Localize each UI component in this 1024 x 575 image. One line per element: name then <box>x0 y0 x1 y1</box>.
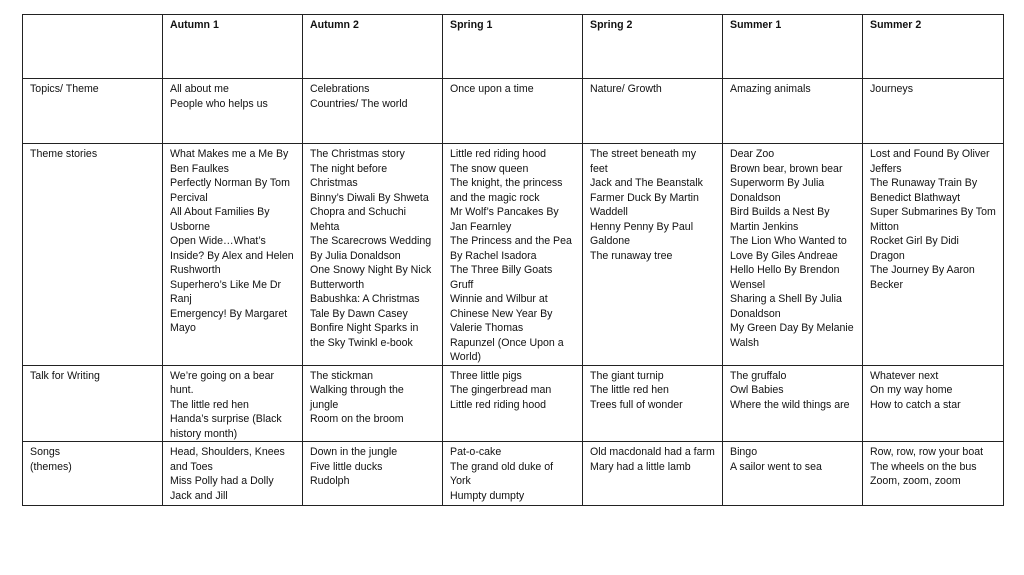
cell-entry: Mr Wolf’s Pancakes By Jan Fearnley <box>450 206 559 233</box>
topics-theme-row <box>23 79 1004 144</box>
cell-entry: Whatever next <box>870 369 939 382</box>
cell-entry: Open Wide…What’s Inside? By Alex and Helen Rushworth <box>170 235 294 276</box>
cell-entry: Little red riding hood <box>450 148 546 160</box>
cell-autumn-2 <box>303 144 443 366</box>
cell-spring-1 <box>443 144 583 366</box>
cell-entry: The Journey By Aaron Becker <box>870 264 975 291</box>
cell-entry: The little red hen <box>590 384 669 396</box>
cell-entry: The Princess and the Pea By Rachel Isadora <box>450 235 572 262</box>
cell-entry: Once upon a time <box>450 83 534 95</box>
cell-entry: The wheels on the bus <box>870 460 977 473</box>
cell-entry: One Snowy Night By Nick Butterworth <box>310 264 432 291</box>
cell-entry: The Runaway Train By Benedict Blathwayt <box>870 177 978 204</box>
cell-entry: Row, row, row your boat <box>870 446 984 458</box>
cell-spring-1 <box>443 442 583 506</box>
cell-entry: Super Submarines By Tom Mitton <box>870 206 996 233</box>
cell-entry: Rudolph <box>310 475 350 487</box>
cell-entry: Room on the broom <box>310 413 404 425</box>
cell-entry: All About Families By Usborne <box>170 206 270 233</box>
column-header-summer-1: Summer 1 <box>723 15 863 79</box>
cell-entry: Farmer Duck By Martin Waddell <box>590 191 699 218</box>
cell-entry: Trees full of wonder <box>590 398 683 411</box>
column-header-autumn-1: Autumn 1 <box>163 15 303 79</box>
cell-entry: The runaway tree <box>590 249 673 262</box>
column-header-spring-1: Spring 1 <box>443 15 583 79</box>
cell-spring-1 <box>443 79 583 144</box>
cell-entry: Superhero’s Like Me Dr Ranj <box>170 278 282 305</box>
cell-entry: Zoom, zoom, zoom <box>870 475 961 487</box>
talk-for-writing-row <box>23 365 1004 442</box>
cell-entry: The gingerbread man <box>450 384 552 396</box>
cell-summer-1 <box>723 365 863 442</box>
cell-entry: Bingo <box>730 446 758 458</box>
cell-entry: Rocket Girl By Didi Dragon <box>870 235 959 262</box>
row-label-line: Topics/ Theme <box>30 83 99 95</box>
cell-entry: Hello Hello By Brendon Wensel <box>730 264 840 291</box>
cell-entry: The night before Christmas <box>310 162 388 189</box>
cell-autumn-1 <box>163 365 303 442</box>
cell-entry: Binny’s Diwali By Shweta Chopra and Schuchi Mehta <box>310 191 429 233</box>
cell-entry: A sailor went to sea <box>730 460 822 473</box>
cell-spring-2 <box>583 79 723 144</box>
row-label-line: (themes) <box>30 460 72 473</box>
corner-cell <box>23 15 163 79</box>
cell-entry: The Christmas story <box>310 148 405 160</box>
cell-entry: Walking through the jungle <box>310 384 404 411</box>
cell-entry: Owl Babies <box>730 384 784 396</box>
cell-entry: Amazing animals <box>730 83 811 95</box>
cell-autumn-2 <box>303 79 443 144</box>
cell-entry: Three little pigs <box>450 369 522 382</box>
cell-entry: My Green Day By Melanie Walsh <box>730 322 854 349</box>
cell-entry: The street beneath my feet <box>590 148 696 175</box>
cell-entry: Dear Zoo <box>730 148 775 160</box>
cell-autumn-1 <box>163 79 303 144</box>
cell-entry: The Scarecrows Wedding By Julia Donaldson <box>310 235 432 262</box>
cell-entry: The little red hen <box>170 398 249 411</box>
cell-entry: We’re going on a bear hunt. <box>170 369 275 396</box>
cell-autumn-1 <box>163 144 303 366</box>
cell-entry: Little red riding hood <box>450 398 546 411</box>
cell-entry: Brown bear, brown bear <box>730 162 843 175</box>
cell-entry: What Makes me a Me By Ben Faulkes <box>170 148 289 175</box>
cell-entry: Celebrations <box>310 83 370 95</box>
cell-summer-1 <box>723 79 863 144</box>
cell-entry: On my way home <box>870 384 953 396</box>
cell-entry: Countries/ The world <box>310 97 408 110</box>
cell-summer-2 <box>863 144 1004 366</box>
column-header-spring-2: Spring 2 <box>583 15 723 79</box>
songs-row <box>23 442 1004 506</box>
cell-entry: Emergency! By Margaret Mayo <box>170 307 288 334</box>
cell-entry: People who helps us <box>170 97 268 110</box>
row-label-line: Talk for Writing <box>30 369 100 382</box>
cell-entry: Bonfire Night Sparks in the Sky Twinkl e-book <box>310 322 419 349</box>
cell-autumn-1 <box>163 442 303 506</box>
cell-entry: Head, Shoulders, Knees and Toes <box>170 446 285 473</box>
cell-entry: Babushka: A Christmas Tale By Dawn Casey <box>310 293 420 320</box>
cell-entry: The gruffalo <box>730 369 787 382</box>
cell-entry: Perfectly Norman By Tom Percival <box>170 177 290 204</box>
table-body <box>23 79 1004 506</box>
cell-entry: Humpty dumpty <box>450 489 525 502</box>
curriculum-table <box>22 14 1004 506</box>
cell-spring-1 <box>443 365 583 442</box>
cell-entry: Miss Polly had a Dolly <box>170 475 274 487</box>
cell-spring-2 <box>583 365 723 442</box>
cell-autumn-2 <box>303 442 443 506</box>
row-label-cell <box>23 79 163 144</box>
cell-entry: Rapunzel (Once Upon a World) <box>450 336 564 363</box>
row-label-line: Songs <box>30 446 61 458</box>
cell-entry: Jack and Jill <box>170 489 228 502</box>
cell-entry: The knight, the princess and the magic rock <box>450 177 563 204</box>
header-row <box>23 15 1004 79</box>
cell-entry: The giant turnip <box>590 369 664 382</box>
cell-entry: Superworm By Julia Donaldson <box>730 177 825 204</box>
cell-summer-1 <box>723 144 863 366</box>
cell-entry: Down in the jungle <box>310 446 398 458</box>
cell-summer-2 <box>863 79 1004 144</box>
cell-entry: Winnie and Wilbur at Chinese New Year By Valerie Thomas <box>450 293 553 334</box>
cell-entry: Bird Builds a Nest By Martin Jenkins <box>730 206 830 233</box>
row-label-cell <box>23 365 163 442</box>
cell-entry: Handa’s surprise (Black history month) <box>170 413 282 440</box>
cell-entry: The grand old duke of York <box>450 460 554 487</box>
cell-summer-2 <box>863 442 1004 506</box>
cell-entry: Journeys <box>870 83 913 95</box>
cell-entry: Where the wild things are <box>730 398 850 411</box>
row-label-cell <box>23 442 163 506</box>
column-header-autumn-2: Autumn 2 <box>303 15 443 79</box>
cell-summer-1 <box>723 442 863 506</box>
cell-entry: Jack and The Beanstalk <box>590 177 703 189</box>
cell-entry: Pat-o-cake <box>450 446 502 458</box>
cell-entry: The Three Billy Goats Gruff <box>450 264 553 291</box>
cell-entry: How to catch a star <box>870 398 961 411</box>
cell-entry: Henny Penny By Paul Galdone <box>590 220 694 247</box>
cell-autumn-2 <box>303 365 443 442</box>
cell-entry: The Lion Who Wanted to Love By Giles Andreae <box>730 235 847 262</box>
theme-stories-row <box>23 144 1004 366</box>
cell-entry: Mary had a little lamb <box>590 460 691 473</box>
cell-entry: The snow queen <box>450 162 529 175</box>
row-label-cell <box>23 144 163 366</box>
column-header-summer-2: Summer 2 <box>863 15 1004 79</box>
cell-spring-2 <box>583 442 723 506</box>
cell-entry: Sharing a Shell By Julia Donaldson <box>730 293 842 320</box>
cell-entry: Nature/ Growth <box>590 83 662 95</box>
cell-spring-2 <box>583 144 723 366</box>
row-label-line: Theme stories <box>30 148 98 160</box>
cell-entry: Old macdonald had a farm <box>590 446 715 458</box>
cell-entry: All about me <box>170 83 229 95</box>
cell-entry: Five little ducks <box>310 460 383 473</box>
cell-entry: Lost and Found By Oliver Jeffers <box>870 148 990 175</box>
cell-entry: The stickman <box>310 369 373 382</box>
cell-summer-2 <box>863 365 1004 442</box>
